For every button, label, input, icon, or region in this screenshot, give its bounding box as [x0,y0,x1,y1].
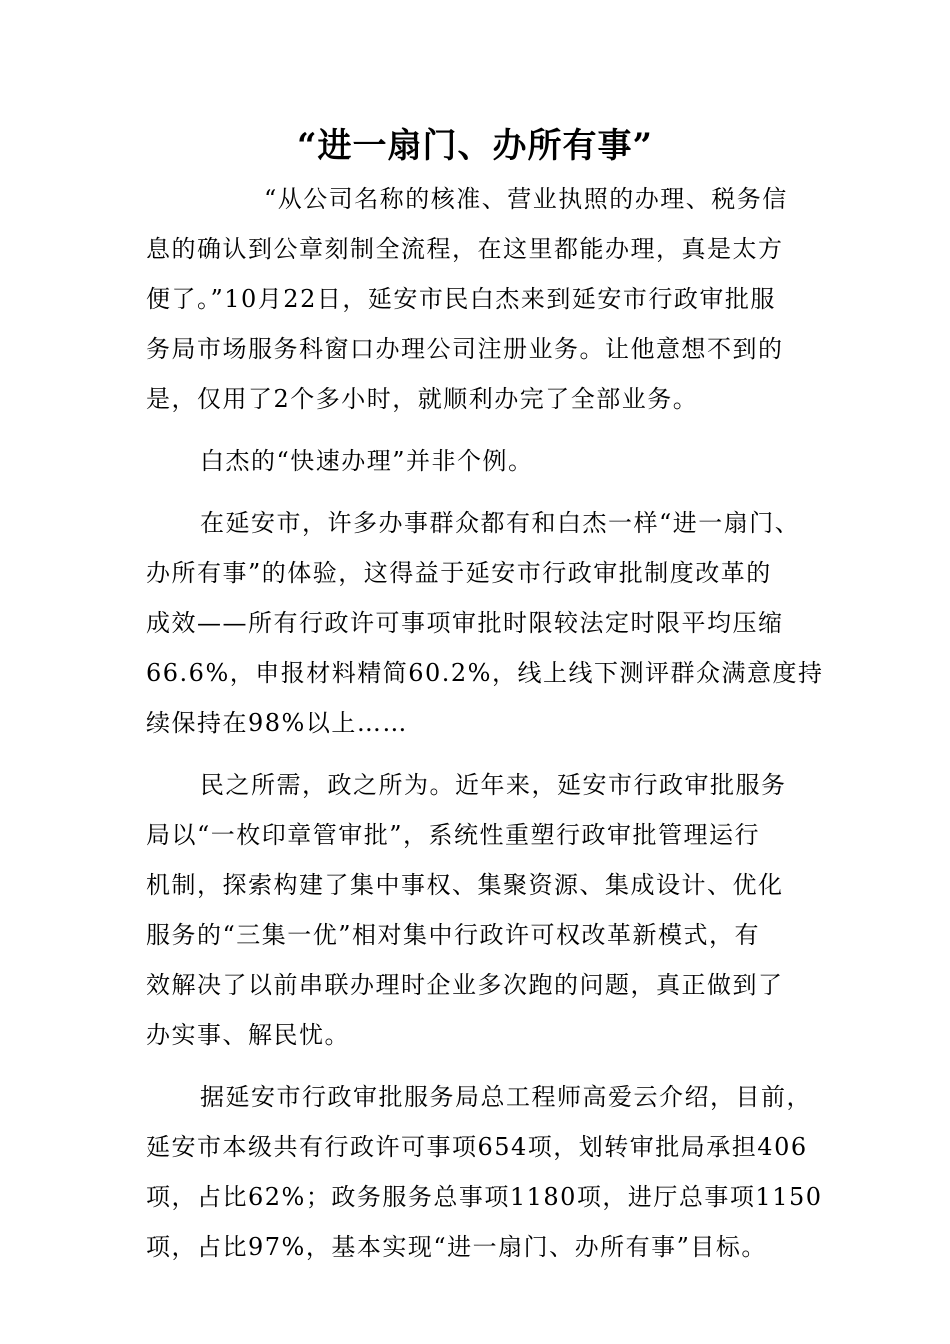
text-line: 延安市本级共有行政许可事项654项，划转审批局承担406 [146,1133,808,1161]
document-body [146,174,824,1272]
text-line: 息的确认到公章刻制全流程，在这里都能办理，真是太方 [146,235,784,263]
text-line: 在延安市，许多办事群众都有和白杰一样“进一扇门、 [200,509,801,537]
text-line: 据延安市行政审批服务局总工程师高爱云介绍，目前， [200,1083,812,1111]
paragraph-4 [146,760,808,1060]
paragraph-5 [146,1072,823,1272]
paragraph-gap [146,1060,808,1072]
paragraph-2 [146,436,808,486]
text-line: 服务的“三集一优”相对集中行政许可权改革新模式，有 [146,921,761,949]
text-line: “从公司名称的核准、营业执照的办理、税务信 [264,185,788,213]
text-line: 成效——所有行政许可事项审批时限较法定时限平均压缩 [146,609,784,637]
paragraph-gap [146,486,808,498]
text-line: 民之所需，政之所为。近年来，延安市行政审批服务 [200,771,787,799]
paragraph-gap [146,424,808,436]
paragraph-3 [146,498,824,748]
text-line: 效解决了以前串联办理时企业多次跑的问题，真正做到了 [146,971,784,999]
text-line: 66.6%，申报材料精简60.2%，线上线下测评群众满意度持 [146,659,824,687]
text-line: 办所有事”的体验，这得益于延安市行政审批制度改革的 [146,559,772,587]
text-line: 便了。”10月22日，延安市民白杰来到延安市行政审批服 [146,285,776,313]
text-line: 续保持在98%以上…… [146,709,408,737]
text-line: 项，占比62%；政务服务总事项1180项，进厅总事项1150 [146,1183,823,1211]
text-line: 务局市场服务科窗口办理公司注册业务。让他意想不到的 [146,335,784,363]
text-line: 办实事、解民忧。 [146,1021,350,1049]
document-title: “进一扇门、办所有事” [296,126,654,166]
text-line: 白杰的“快速办理”并非个例。 [200,447,534,475]
paragraph-1 [146,174,808,424]
text-line: 是，仅用了2个多小时，就顺利办完了全部业务。 [146,385,699,413]
text-line: 机制，探索构建了集中事权、集聚资源、集成设计、优化 [146,871,784,899]
text-line: 局以“一枚印章管审批”，系统性重塑行政审批管理运行 [146,821,761,849]
text-line: 项，占比97%，基本实现“进一扇门、办所有事”目标。 [146,1233,767,1261]
paragraph-gap [146,748,808,760]
